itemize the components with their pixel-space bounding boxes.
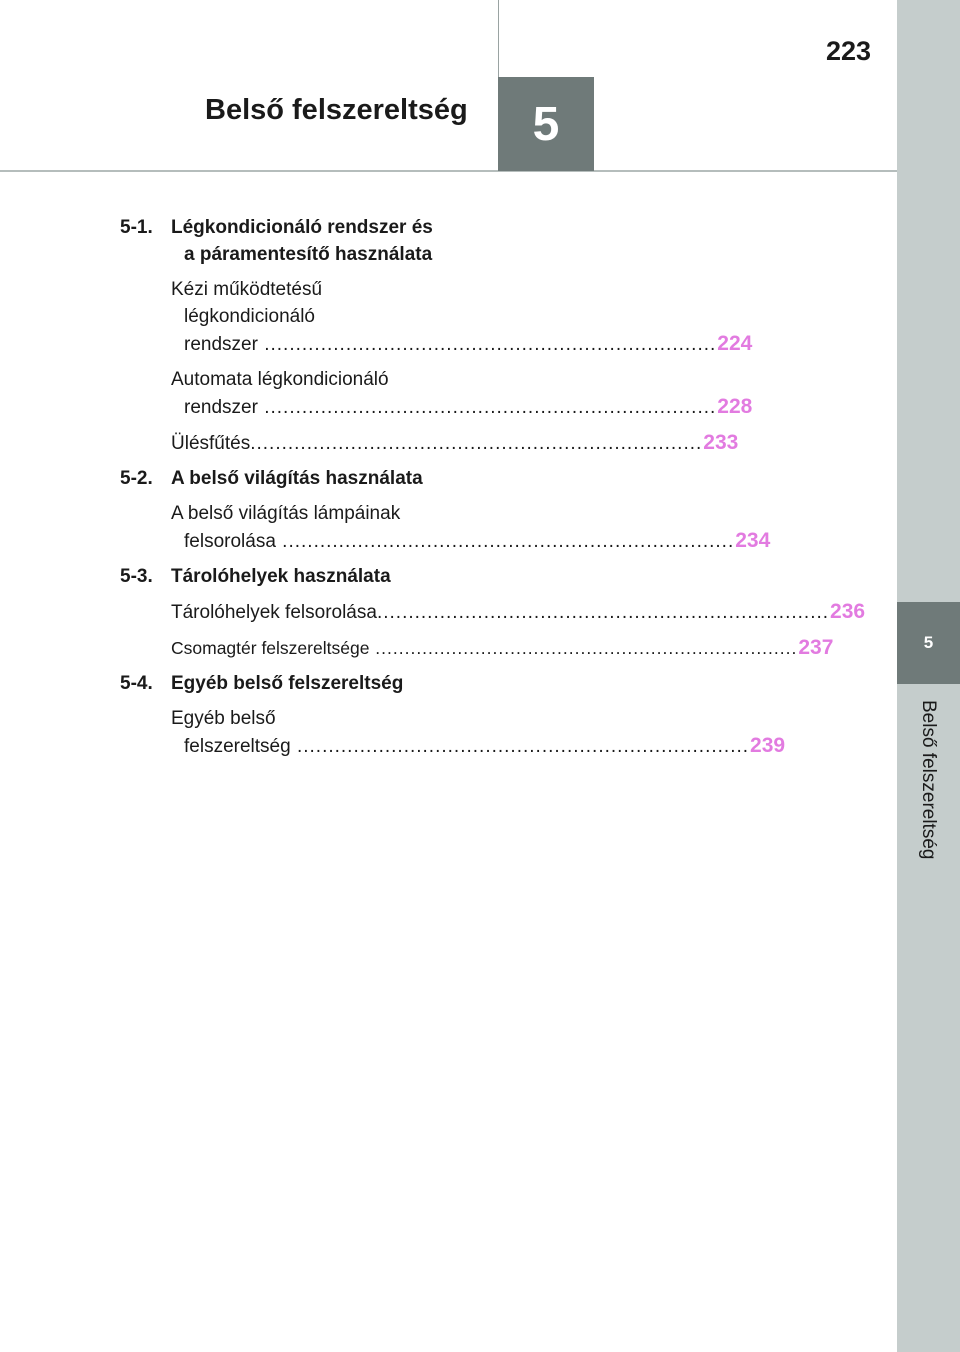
- page-number: 223: [826, 36, 872, 66]
- toc-section-5-2[interactable]: [120, 465, 465, 492]
- page-link[interactable]: 236: [830, 600, 866, 623]
- toc-section-5-3[interactable]: [120, 563, 465, 590]
- entry-text: Tárolóhelyek felsorolása: [171, 602, 377, 623]
- section-number: 5-2.: [120, 468, 153, 489]
- side-chapter-tab[interactable]: 5: [897, 602, 960, 684]
- entry-text: Egyéb belső: [171, 708, 276, 729]
- toc-entry[interactable]: [171, 705, 786, 760]
- header-divider-vertical: [498, 0, 499, 78]
- section-number: 5-1.: [120, 217, 153, 238]
- toc-entry[interactable]: [171, 500, 771, 555]
- section-number: 5-3.: [120, 566, 153, 587]
- chapter-number-box: 5: [498, 77, 594, 171]
- section-title: A belső világítás használata: [171, 468, 423, 489]
- leader-dots: ........................................................................: [290, 736, 750, 757]
- entry-text: felsorolása: [184, 531, 276, 552]
- entry-text: Csomagtér felszereltsége: [171, 638, 370, 658]
- entry-text: felszereltség: [184, 736, 291, 757]
- leader-dots: ........................................................................: [257, 334, 717, 355]
- page-link[interactable]: 239: [750, 734, 786, 757]
- side-chapter-label: Belső felszereltség: [918, 700, 939, 860]
- toc-entry[interactable]: [171, 634, 834, 662]
- leader-dots: ........................................................................: [369, 638, 798, 658]
- chapter-title: Belső felszereltség: [205, 94, 468, 126]
- page-link[interactable]: 234: [735, 529, 771, 552]
- toc-entry[interactable]: [171, 366, 753, 421]
- page-link[interactable]: 237: [798, 636, 834, 659]
- section-number: 5-4.: [120, 673, 153, 694]
- section-title: Egyéb belső felszereltség: [171, 673, 404, 694]
- toc-entry[interactable]: [171, 276, 753, 358]
- toc-section-5-4[interactable]: [120, 670, 465, 697]
- table-of-contents: [120, 214, 866, 768]
- leader-dots: ........................................................................: [275, 531, 735, 552]
- page-link[interactable]: 228: [717, 395, 753, 418]
- entry-text: rendszer: [184, 397, 258, 418]
- entry-text: Ülésfűtés: [171, 433, 251, 454]
- leader-dots: ........................................................................: [250, 433, 703, 454]
- toc-entry[interactable]: [171, 598, 866, 626]
- toc-section-5-1[interactable]: [120, 214, 465, 268]
- section-title: Tárolóhelyek használata: [171, 566, 391, 587]
- entry-text: A belső világítás lámpáinak: [171, 503, 401, 524]
- toc-entry[interactable]: [171, 429, 739, 457]
- header-divider-horizontal: [0, 170, 897, 172]
- entry-text: légkondicionáló: [184, 306, 315, 327]
- entry-text: Automata légkondicionáló: [171, 369, 389, 390]
- section-title: Légkondicionáló rendszer és a páramentesítő használata: [171, 217, 433, 265]
- leader-dots: ........................................................................: [376, 602, 830, 623]
- page-link[interactable]: 233: [703, 431, 739, 454]
- leader-dots: ........................................................................: [257, 397, 717, 418]
- entry-text: rendszer: [184, 334, 258, 355]
- entry-text: Kézi működtetésű: [171, 279, 323, 300]
- page-link[interactable]: 224: [717, 332, 753, 355]
